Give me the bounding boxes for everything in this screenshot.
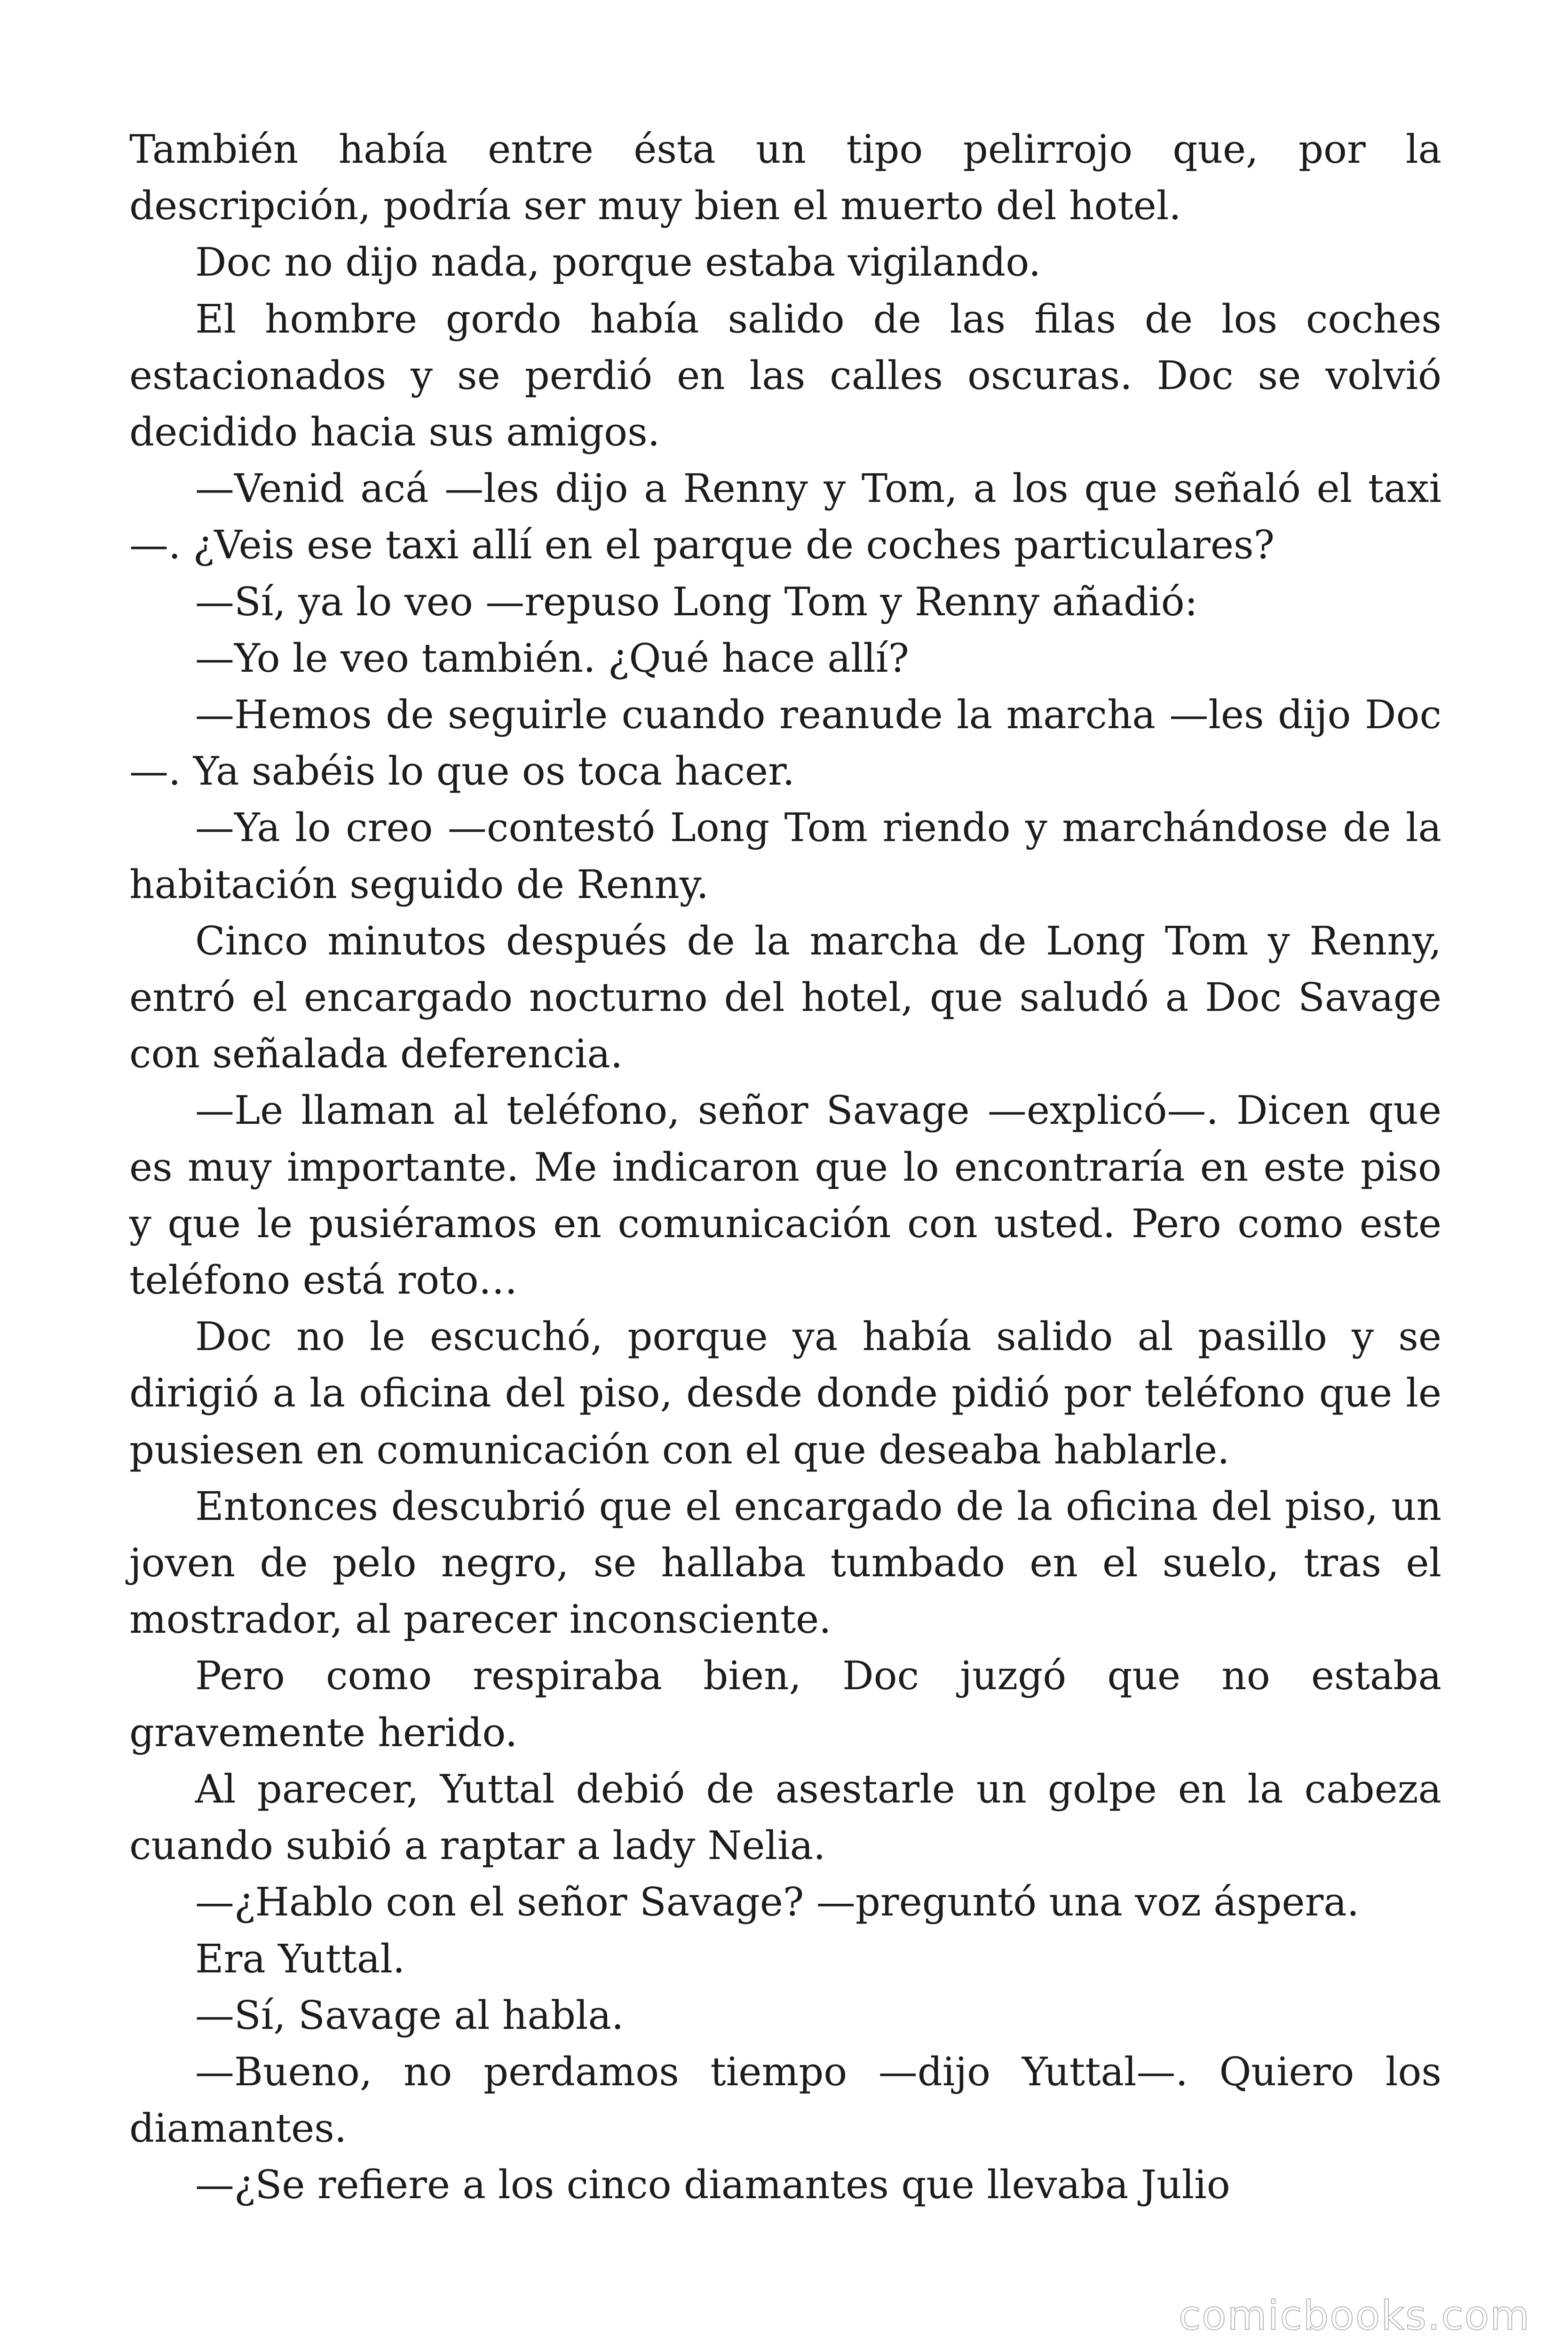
paragraph: Cinco minutos después de la marcha de Long Tom y Renny, entró el encargado nocturno del hotel, que saludó a Doc Savage con señalada deferencia.	[129, 918, 1441, 1077]
paragraph: Era Yuttal.	[195, 1936, 405, 1982]
paragraph: Pero como respiraba bien, Doc juzgó que no estaba gravemente herido.	[129, 1653, 1441, 1756]
paragraph: —Le llaman al teléfono, señor Savage —explicó—. Dicen que es muy importante. Me indicaron que lo encontraría en este piso y que le pusiéramos en comunicación con usted. Pero como este teléfono está roto…	[129, 1088, 1441, 1303]
paragraph: Doc no dijo nada, porque estaba vigilando.	[195, 239, 1041, 286]
paragraph: —Ya lo creo —contestó Long Tom riendo y marchándose de la habitación seguido de Renny.	[129, 805, 1441, 907]
paragraph: —¿Se refiere a los cinco diamantes que llevaba Julio	[195, 2162, 1230, 2208]
watermark: comicbooks.com	[1178, 2292, 1530, 2339]
paragraph: Entonces descubrió que el encargado de la oficina del piso, un joven de pelo negro, se hallaba tumbado en el suelo, tras el mostrador, al parecer inconsciente.	[129, 1483, 1441, 1643]
paragraph: El hombre gordo había salido de las filas de los coches estacionados y se perdió en las calles oscuras. Doc se volvió decidido hacia sus amigos.	[129, 296, 1441, 455]
paragraph: También había entre ésta un tipo pelirrojo que, por la descripción, podría ser muy bien el muerto del hotel.	[129, 127, 1441, 229]
paragraph: —Sí, Savage al habla.	[195, 1992, 624, 2038]
paragraph: —¿Hablo con el señor Savage? —preguntó una voz áspera.	[195, 1879, 1360, 1925]
body-text	[129, 121, 1441, 2214]
paragraph: —Bueno, no perdamos tiempo —dijo Yuttal—. Quiero los diamantes.	[129, 2049, 1441, 2152]
paragraph: —Yo le veo también. ¿Qué hace allí?	[195, 635, 909, 681]
paragraph: Doc no le escuchó, porque ya había salido al pasillo y se dirigió a la oficina del piso, desde donde pidió por teléfono que le pusiesen en comunicación con el que deseaba hablarle.	[129, 1314, 1441, 1473]
paragraph: Al parecer, Yuttal debió de asestarle un golpe en la cabeza cuando subió a raptar a lady Nelia.	[129, 1766, 1441, 1869]
paragraph: —Venid acá —les dijo a Renny y Tom, a los que señaló el taxi—. ¿Veis ese taxi allí en el parque de coches particulares?	[129, 466, 1441, 568]
paragraph: —Hemos de seguirle cuando reanude la marcha —les dijo Doc —. Ya sabéis lo que os toca hacer.	[129, 692, 1441, 795]
paragraph: —Sí, ya lo veo —repuso Long Tom y Renny añadió:	[195, 579, 1198, 625]
